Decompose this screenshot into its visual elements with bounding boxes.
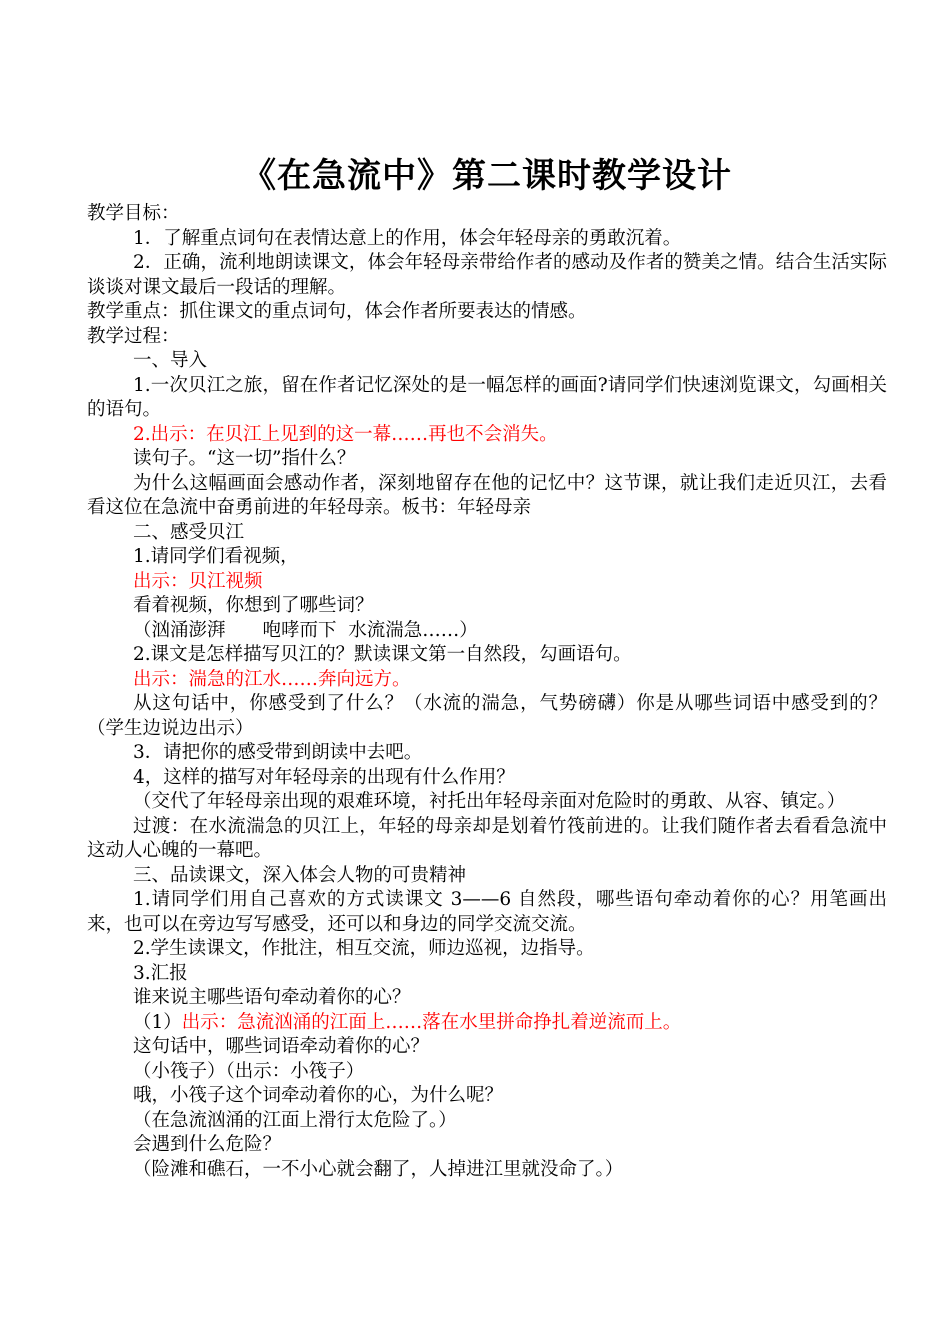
section-3-highlight: 出示：急流汹涌的江面上……落在水里拼命挣扎着逆流而上。 (181, 1011, 682, 1033)
section-1-heading: 一、导入 (133, 350, 208, 371)
section-3-paragraph-5 (87, 1011, 887, 1036)
section-3-paragraph-11: （险滩和礁石，一不小心就会翻了，人掉进江里就没命了。） (133, 1158, 624, 1180)
process-heading: 教学过程： (87, 325, 180, 347)
objective-2: 2．正确，流利地朗读课文，体会年轻母亲带给作者的感动及作者的赞美之情。结合生活实际谈谈对课文最后一段话的理解。 (87, 252, 887, 298)
section-2-paragraph-9: 4，这样的描写对年轻母亲的出现有什么作用？ (133, 766, 515, 788)
section-1-highlight: 2.出示：在贝江上见到的这一幕……再也不会消失。 (133, 423, 558, 445)
document-page (87, 150, 887, 1182)
section-3-paragraph-4: 谁来说主哪些语句牵动着你的心？ (133, 987, 411, 1008)
section-2-highlight-video: 出示：贝江视频 (133, 570, 263, 592)
section-3-paragraph-8: 哦，小筏子这个词牵动着你的心，为什么呢？ (133, 1085, 504, 1106)
section-3-paragraph-6: 这句话中，哪些词语牵动着你的心？ (133, 1036, 430, 1057)
section-2-paragraph-3: 看着视频，你想到了哪些词？ (133, 595, 374, 616)
section-1-paragraph-4: 为什么这幅画面会感动作者，深刻地留存在他的记忆中？这节课，就让我们走近贝江，去看看这位在急流中奋勇前进的年轻母亲。板书：年轻母亲 (87, 472, 887, 518)
section-1-paragraph-3: 读句子。“这一切”指什么？ (133, 448, 356, 469)
objectives-heading: 教学目标： (87, 203, 180, 224)
section-3-heading: 三、品读课文，深入体会人物的可贵精神 (133, 864, 467, 886)
section-2-paragraph-1: 1.请同学们看视频， (133, 546, 299, 567)
section-2-heading: 二、感受贝江 (133, 521, 245, 543)
key-points: 教学重点：抓住课文的重点词句，体会作者所要表达的情感。 (87, 301, 587, 322)
section-2-transition: 过渡：在水流湍急的贝江上，年轻的母亲却是划着竹筏前进的。让我们随作者去看看急流中这动人心魄的一幕吧。 (87, 815, 887, 861)
section-2-highlight-river: 出示：湍急的江水……奔向远方。 (133, 668, 411, 690)
section-2-paragraph-5: 2.课文是怎样描写贝江的？默读课文第一自然段，勾画语句。 (133, 644, 632, 665)
section-3-paragraph-7: （小筏子）（出示：小筏子） (133, 1060, 365, 1082)
section-3-paragraph-9: （在急流汹涌的江面上滑行太危险了。） (133, 1109, 457, 1131)
section-3-paragraph-2: 2.学生读课文，作批注，相互交流，师边巡视，边指导。 (133, 938, 595, 959)
section-3-paragraph-5-prefix: （1） (133, 1011, 182, 1033)
section-3-paragraph-10: 会遇到什么危险？ (133, 1134, 282, 1155)
document-title: 《在急流中》第二课时教学设计 (242, 156, 732, 196)
section-2-paragraph-7: 从这句话中，你感受到了什么？（水流的湍急，气势磅礴）你是从哪些词语中感受到的？（学生边说边出示） (87, 693, 887, 739)
section-2-paragraph-10: （交代了年轻母亲出现的艰难环境，衬托出年轻母亲面对危险时的勇敢、从容、镇定。） (133, 791, 846, 812)
section-1-paragraph-1: 1.一次贝江之旅，留在作者记忆深处的是一幅怎样的画面?请同学们快速浏览课文，勾画相关的语句。 (87, 374, 887, 420)
section-3-paragraph-1: 1.请同学们用自己喜欢的方式读课文 3——6 自然段，哪些语句牵动着你的心？用笔画出来，也可以在旁边写写感受，还可以和身边的同学交流交流。 (87, 889, 887, 935)
section-2-paragraph-8: 3．请把你的感受带到朗读中去吧。 (133, 742, 423, 763)
section-2-paragraph-4: （汹涌澎湃 咆哮而下 水流湍急……） (133, 619, 478, 641)
objective-1: 1．了解重点词句在表情达意上的作用，体会年轻母亲的勇敢沉着。 (133, 227, 682, 249)
section-3-paragraph-3: 3.汇报 (133, 962, 188, 984)
